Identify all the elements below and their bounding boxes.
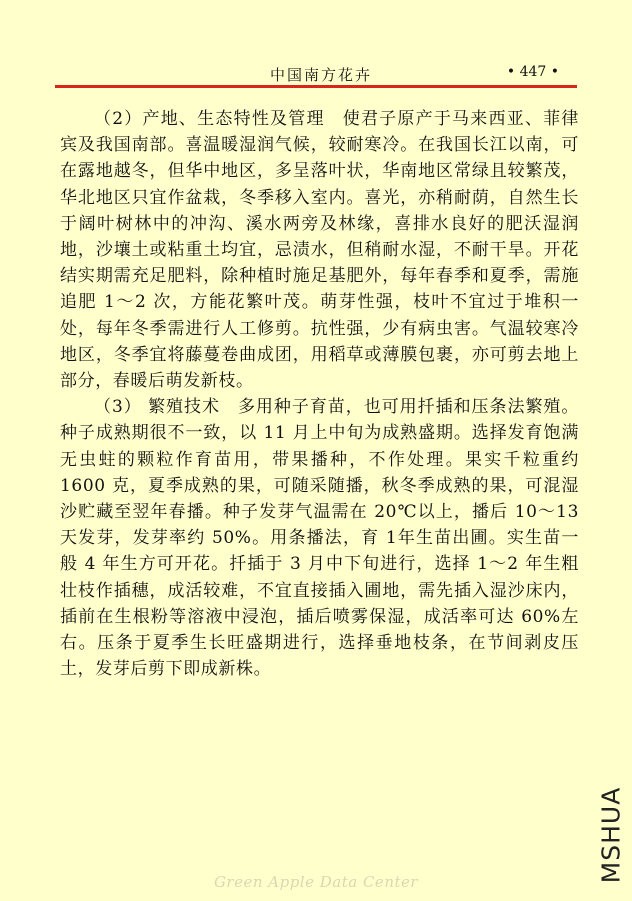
paragraph-propagation <box>60 394 579 682</box>
paragraph-origin-ecology <box>60 106 579 394</box>
side-stamp <box>596 785 626 885</box>
paragraph-text-origin-ecology: 使君子原产于马来西亚、菲律宾及我国南部。喜温暖湿润气候，较耐寒冷。在我国长江以南，可在露地越冬，但华中地区，多呈落叶状，华南地区常绿且较繁茂，华北地区只宜作盆栽，冬季移入室内。喜光，亦稍耐荫，自然生长于阔叶树林中的冲沟、溪水两旁及林缘，喜排水良好的肥沃湿润地，沙壤土或粘重土均宜，忌渍水，但稍耐水湿，不耐干旱。开花结实期需充足肥料，除种植时施足基肥外，每年春季和夏季，需施追肥 1～2 次，方能花繁叶茂。萌芽性强，枝叶不宜过于堆积一处，每年冬季需进行人工修剪。抗性强，少有病虫害。气温较寒冷地区，冬季宜将藤蔓卷曲成团，用稻草或薄膜包裹，亦可剪去地上部分，春暖后萌发新枝。 <box>60 109 579 392</box>
page-number: • 447 • <box>506 64 559 80</box>
body-text <box>60 106 579 682</box>
header-rule <box>55 85 577 88</box>
paragraph-text-propagation: 多用种子育苗，也可用扦插和压条法繁殖。种子成熟期很不一致，以 11 月上中旬为成熟盛期。选择发育饱满无虫蛀的颗粒作育苗用，带果播种，不作处理。果实千粒重约 1600 克，夏季成熟的果，可随采随播，秋冬季成熟的果，可混湿沙贮藏至翌年春播。种子发芽气温需在 20℃以上，播后 10～13 天发芽，发芽率约 50%。用条播法，育 1年生苗出圃。实生苗一般 4 年生方可开花。扦插于 3 月中下旬进行，选择 1～2 年生粗壮枝作插穗，成活较难，不宜直接插入圃地，需先插入湿沙床内，插前在生根粉等溶液中浸泡，插后喷雾保湿，成活率可达 60%左右。压条于夏季生长旺盛期进行，选择垂地枝条，在节间剥皮压土，发芽后剪下即成新株。 <box>60 397 579 680</box>
side-stamp-text: MSHUA <box>596 786 626 884</box>
section-heading-origin-ecology: （2）产地、生态特性及管理 <box>94 109 325 129</box>
footer-watermark: Green Apple Data Center <box>213 873 419 891</box>
section-heading-propagation: （3） 繁殖技术 <box>94 397 220 418</box>
running-title: 中国南方花卉 <box>270 66 373 84</box>
page-header <box>55 64 577 84</box>
